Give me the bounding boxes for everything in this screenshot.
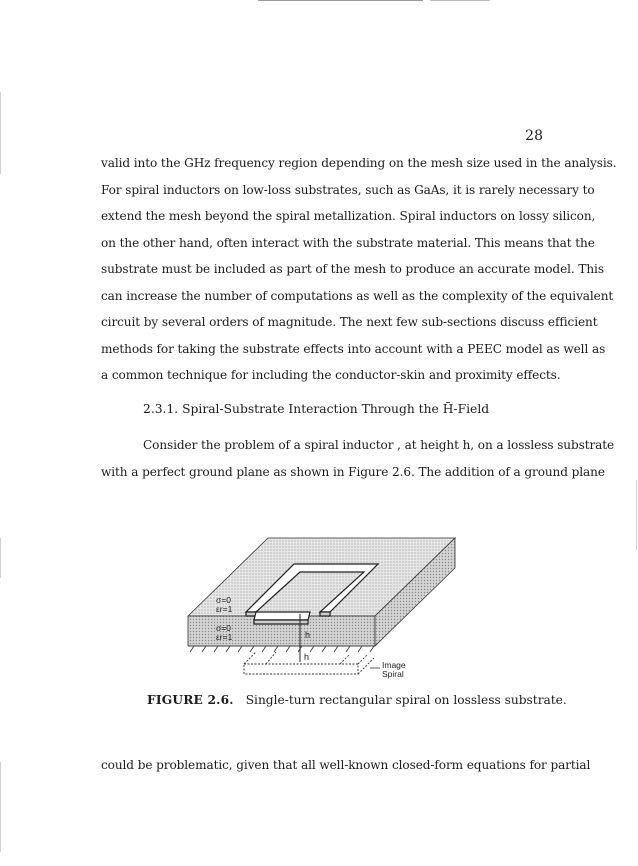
text-line: circuit by several orders of magnitude. The next few sub-sections discuss efficient <box>101 315 598 329</box>
text-line: a common technique for including the conductor-skin and proximity effects. <box>101 368 561 382</box>
label-image: Image <box>382 660 406 670</box>
text-line: substrate must be included as part of the mesh to produce an accurate model. This <box>101 262 604 276</box>
label-sigma-upper: σ=0 <box>216 595 231 605</box>
page-number: 28 <box>525 128 543 144</box>
text-line: with a perfect ground plane as shown in Figure 2.6. The addition of a ground plane <box>101 464 605 479</box>
label-h-lower: h <box>304 652 310 662</box>
label-eps-upper: εr=1 <box>216 604 233 614</box>
text-line: methods for taking the substrate effects into account with a PEEC model as well as <box>101 341 606 356</box>
label-h-upper: h <box>305 630 311 640</box>
caption-label: FIGURE 2.6. <box>147 693 234 707</box>
scan-edge-mark <box>0 92 1 174</box>
text-line: could be problematic, given that all well-known closed-form equations for partial <box>101 758 591 772</box>
ground-plane <box>188 646 375 652</box>
scan-edge-mark <box>0 762 1 852</box>
scan-edge-mark <box>0 538 1 578</box>
figure-caption <box>147 693 567 707</box>
figure-spiral-diagram <box>180 528 465 688</box>
body-paragraph <box>101 752 591 779</box>
label-sigma-lower: σ=0 <box>216 623 231 633</box>
text-line: valid into the GHz frequency region depending on the mesh size used in the analysis. <box>101 156 617 170</box>
text-line: on the other hand, often interact with the substrate material. This means that the <box>101 235 595 250</box>
scan-artifact-line <box>258 0 423 1</box>
text-line: extend the mesh beyond the spiral metallization. Spiral inductors on lossy silicon, <box>101 209 596 223</box>
text-line: For spiral inductors on low-loss substrates, such as GaAs, it is rarely necessary to <box>101 182 595 197</box>
body-paragraph <box>101 432 615 485</box>
text-line: Consider the problem of a spiral inductor , at height h, on a lossless substrate <box>143 438 615 452</box>
label-spiral: Spiral <box>382 669 404 679</box>
body-paragraph <box>101 150 617 389</box>
caption-text: Single-turn rectangular spiral on lossless substrate. <box>245 693 567 707</box>
text-line: can increase the number of computations as well as the complexity of the equivalent <box>101 288 614 303</box>
scan-edge-mark <box>636 480 637 550</box>
section-heading: 2.3.1. Spiral-Substrate Interaction Through the H̄-Field <box>143 402 490 416</box>
scan-artifact-line <box>430 0 490 1</box>
label-eps-lower: εr=1 <box>216 632 233 642</box>
